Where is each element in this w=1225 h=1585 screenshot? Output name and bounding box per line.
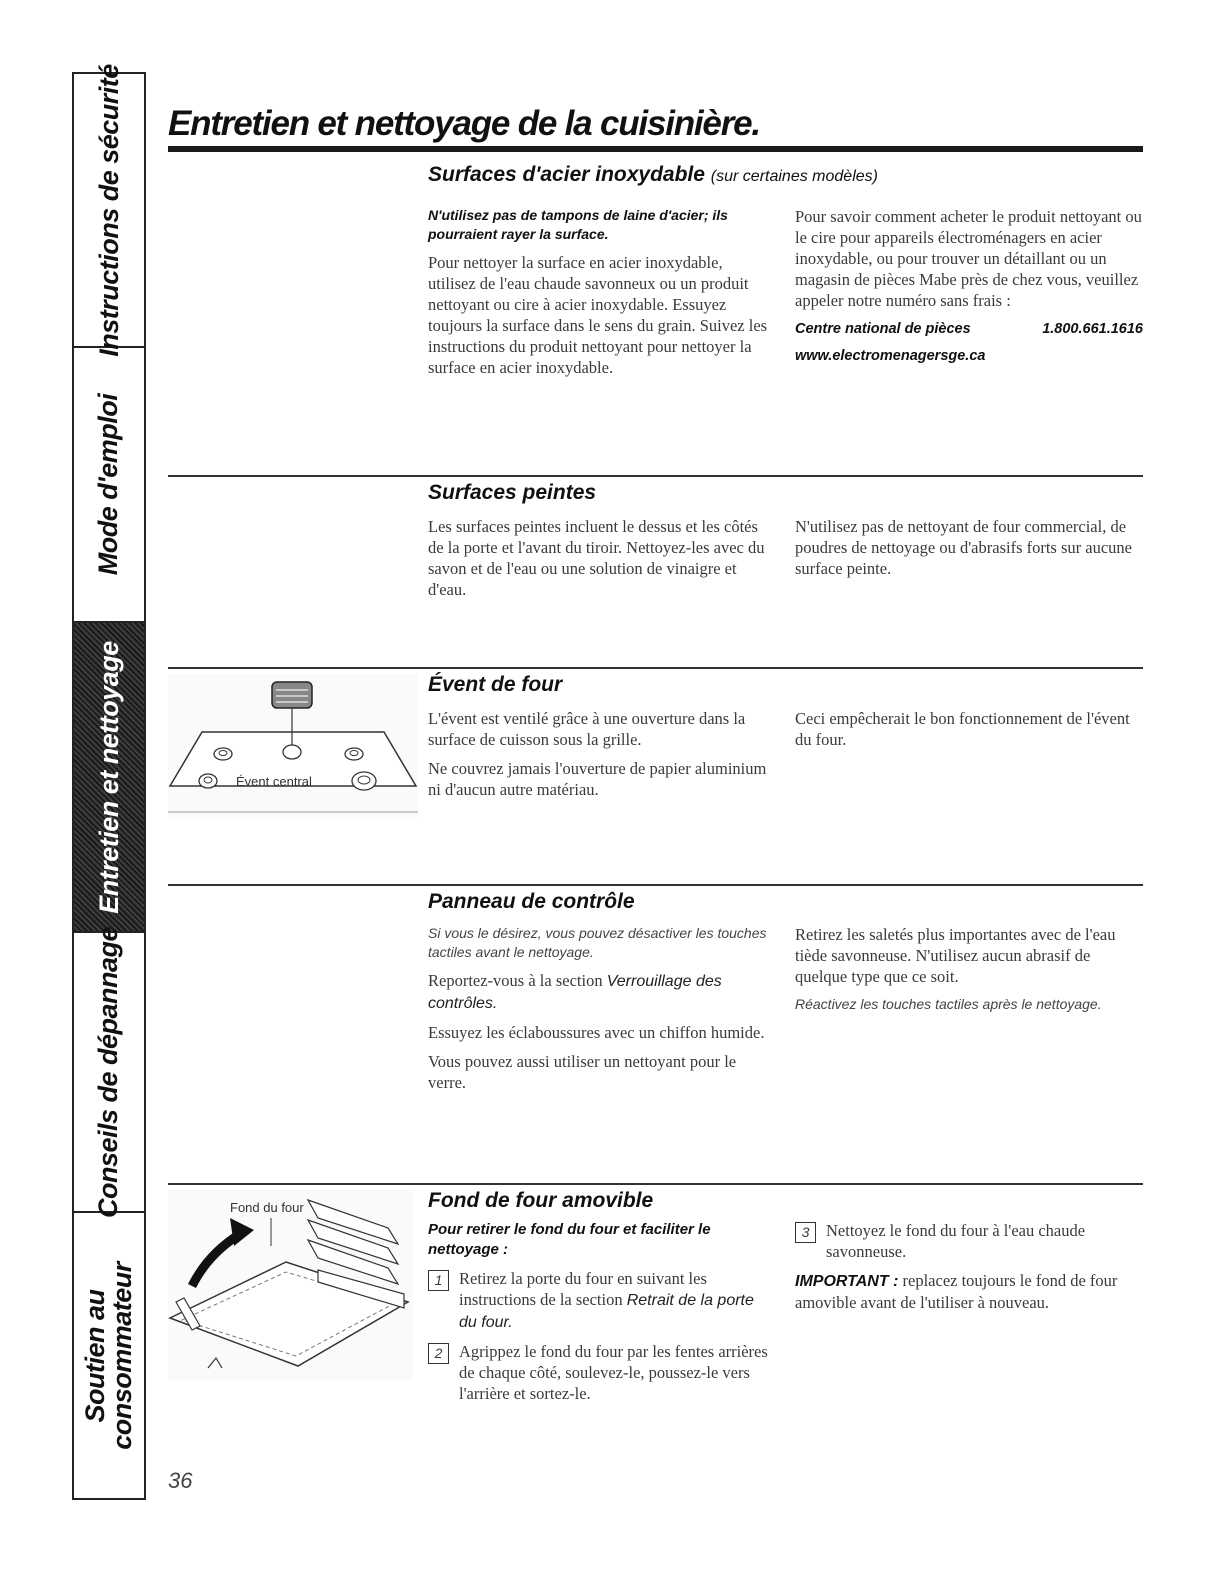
note-text: Si vous le désirez, vous pouvez désactiver les touches tactiles avant le nettoyage. [428, 925, 767, 960]
heading-text: Surfaces d'acier inoxydable [428, 163, 705, 186]
step-1 [428, 1268, 773, 1333]
step-text: Agrippez le fond du four par les fentes arrières de chaque côté, soulevez-le, poussez-le vers l'arrière et sortez-le. [459, 1342, 768, 1403]
burner-icon [345, 748, 363, 760]
section-heading-painted: Surfaces peintes [428, 481, 597, 504]
tab-label: Instructions de sécurité [93, 63, 124, 357]
vent-label: Évent central [236, 774, 312, 789]
title-rule [168, 146, 1143, 152]
parts-center-row [795, 319, 1143, 340]
tab-label: Soutien au consommateur [80, 1261, 137, 1450]
tab-entretien-nettoyage[interactable] [74, 623, 144, 933]
note-text: Réactivez les touches tactiles après le nettoyage. [795, 996, 1102, 1012]
section-heading-stainless [428, 163, 878, 187]
step-text: Nettoyez le fond du four à l'eau chaude savonneuse. [826, 1221, 1086, 1261]
section-heading-control-panel: Panneau de contrôle [428, 890, 635, 913]
tab-label: Entretien et nettoyage [93, 640, 124, 914]
body-text [428, 970, 773, 1014]
stainless-right-column [795, 206, 1143, 367]
warning-text: N'utilisez pas de tampons de laine d'acier; ils pourraient rayer la surface. [428, 207, 728, 242]
section-heading-oven-bottom: Fond de four amovible [428, 1189, 654, 1212]
step-number: 2 [428, 1343, 449, 1364]
section-heading-vent: Évent de four [428, 673, 563, 696]
step-text-prefix: Retirez la porte du four en suivant les instructions de la section [459, 1269, 707, 1309]
tab-mode-emploi[interactable] [74, 348, 144, 623]
side-navigation [72, 63, 146, 1500]
burner-icon [199, 774, 217, 788]
body-text: Ne couvrez jamais l'ouverture de papier aluminium ni d'aucun autre matériau. [428, 759, 767, 799]
step-text [459, 1268, 773, 1333]
section-divider [168, 884, 1143, 886]
parts-center-phone: 1.800.661.1616 [1042, 321, 1143, 337]
body-text: Retirez les saletés plus importantes avec de l'eau tiède savonneuse. N'utilisez aucun abrasif de quelque type que ce soit. [795, 925, 1116, 986]
tab-label: Mode d'emploi [93, 393, 124, 576]
burner-icon [214, 748, 232, 760]
burner-icon [352, 772, 376, 790]
step-number: 3 [795, 1222, 816, 1243]
important-label: IMPORTANT : [795, 1273, 899, 1290]
tab-conseils-depannage[interactable] [74, 926, 144, 1218]
body-text: Pour savoir comment acheter le produit nettoyant ou le cire pour appareils électroménagers en acier inoxydable, ou pour trouver un détaillant ou un magasin de pièces Mabe près de chez vous, veuillez appeler notre numéro sans frais : [795, 207, 1142, 310]
body-text: Essuyez les éclaboussures avec un chiffon humide. [428, 1023, 765, 1042]
vent-right-column [795, 708, 1143, 758]
tab-instructions-securite[interactable] [74, 63, 144, 357]
important-note [795, 1270, 1143, 1313]
oven-bottom-illustration [168, 1190, 413, 1390]
oven-bottom-left-column [428, 1220, 773, 1412]
page-title: Entretien et nettoyage de la cuisinière. [168, 104, 760, 143]
tab-label: Conseils de dépannage [93, 926, 124, 1218]
step-3 [795, 1220, 1143, 1262]
tab-soutien-consommateur[interactable] [74, 1213, 144, 1498]
painted-left-column [428, 516, 768, 608]
body-text: L'évent est ventilé grâce à une ouverture dans la surface de cuisson sous la grille. [428, 709, 746, 749]
intro-text: Pour retirer le fond du four et faciliter le nettoyage : [428, 1221, 711, 1258]
body-text: Ceci empêcherait le bon fonctionnement de l'évent du four. [795, 709, 1130, 749]
body-text: N'utilisez pas de nettoyant de four commercial, de poudres de nettoyage ou d'abrasifs forts sur aucune surface peinte. [795, 517, 1132, 578]
cooktop-vent-illustration [168, 674, 418, 824]
step-number: 1 [428, 1270, 449, 1291]
body-text-prefix: Reportez-vous à la section [428, 971, 603, 990]
step-2 [428, 1341, 773, 1404]
oven-bottom-right-column [795, 1220, 1143, 1321]
section-divider [168, 475, 1143, 477]
body-text: Les surfaces peintes incluent le dessus et les côtés de la porte et l'avant du tiroir. Nettoyez-les avec du savon et de l'eau ou une solution de vinaigre et d'eau. [428, 517, 765, 599]
parts-center-label: Centre national de pièces [795, 321, 971, 337]
control-right-column [795, 924, 1143, 1022]
heading-subtext: (sur certaines modèles) [710, 168, 878, 185]
page-number: 36 [168, 1468, 193, 1493]
section-reference: Retrait de la porte du four. [459, 1292, 754, 1331]
oven-bottom-label: Fond du four [230, 1200, 304, 1215]
section-reference: Verrouillage des contrôles. [428, 973, 722, 1012]
stainless-left-column [428, 206, 768, 386]
section-divider [168, 667, 1143, 669]
body-text: Pour nettoyer la surface en acier inoxydable, utilisez de l'eau chaude savonneux ou un produit nettoyant ou cire à acier inoxydable. Essuyez toujours la surface dans le sens du grain. Suivez les instructions du produit nettoyant pour nettoyer la surface en acier inoxydable. [428, 253, 768, 377]
website-link[interactable]: www.electromenagersge.ca [795, 348, 986, 364]
body-text: Vous pouvez aussi utiliser un nettoyant pour le verre. [428, 1052, 737, 1092]
section-divider [168, 1183, 1143, 1185]
important-text: replacez toujours le fond de four amovible avant de l'utiliser à nouveau. [795, 1271, 1118, 1312]
vent-icon [272, 682, 312, 708]
control-left-column [428, 924, 773, 1101]
painted-right-column [795, 516, 1143, 587]
vent-left-column [428, 708, 768, 808]
